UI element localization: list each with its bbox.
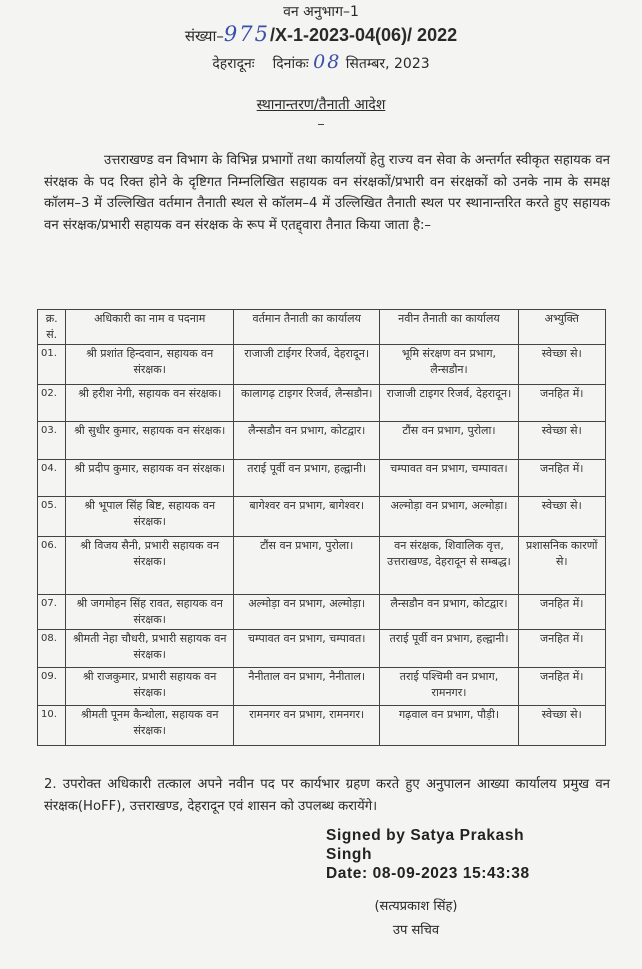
cell-remarks: जनहित में। bbox=[518, 385, 606, 422]
signed-by-line-1: Signed by Satya Prakash bbox=[326, 827, 525, 844]
cell-new-posting: राजाजी टाइगर रिजर्व, देहरादून। bbox=[380, 385, 518, 422]
place: देहरादूनः bbox=[212, 56, 255, 72]
cell-officer-name: श्री प्रदीप कुमार, सहायक वन संरक्षक। bbox=[66, 460, 234, 497]
reference-number-line bbox=[0, 22, 642, 46]
order-title: स्थानान्तरण/तैनाती आदेश bbox=[256, 97, 386, 113]
cell-remarks: स्वेच्छा से। bbox=[518, 706, 606, 746]
cell-serial: 08. bbox=[38, 630, 66, 668]
signatory-name: (सत्यप्रकाश सिंह) bbox=[374, 899, 458, 914]
cell-serial: 03. bbox=[38, 422, 66, 460]
cell-current-posting: राजाजी टाईगर रिजर्व, देहरादून। bbox=[233, 345, 379, 385]
cell-new-posting: तराई पश्चिमी वन प्रभाग, रामनगर। bbox=[380, 668, 518, 706]
table-row bbox=[38, 422, 606, 460]
cell-serial: 10. bbox=[38, 706, 66, 746]
cell-current-posting: चम्पावत वन प्रभाग, चम्पावत। bbox=[233, 630, 379, 668]
cell-new-posting: चम्पावत वन प्रभाग, चम्पावत। bbox=[380, 460, 518, 497]
order-paragraph-1: उत्तराखण्ड वन विभाग के विभिन्न प्रभागों तथा कार्यालयों हेतु राज्य वन सेवा के अन्तर्गत स्वीकृत सहायक वन संरक्षक के पद रिक्त होने के दृष्टिगत निम्नलिखित सहायक वन संरक्षकों/प्रभारी वन संरक्षकों को उनके नाम के समक्ष कॉलम–3 में उल्लिखित वर्तमान तैनाती स्थल से कॉलम–4 में उल्लिखित तैनाती स्थल पर स्थानान्तरित करते हुए सहायक वन संरक्षक/प्रभारी सहायक वन संरक्षक के रूप में एतद्द्वारा तैनात किया जाता है:– bbox=[44, 153, 610, 233]
table-row bbox=[38, 537, 606, 595]
table-row bbox=[38, 668, 606, 706]
table-row bbox=[38, 497, 606, 537]
table-header-row bbox=[38, 310, 606, 345]
title-dash bbox=[318, 124, 324, 125]
cell-serial: 01. bbox=[38, 345, 66, 385]
cell-officer-name: श्री विजय सैनी, प्रभारी सहायक वन संरक्षक। bbox=[66, 537, 234, 595]
cell-current-posting: बागेश्वर वन प्रभाग, बागेश्वर। bbox=[233, 497, 379, 537]
cell-serial: 04. bbox=[38, 460, 66, 497]
transfer-table bbox=[37, 309, 606, 746]
cell-remarks: जनहित में। bbox=[518, 595, 606, 630]
cell-new-posting: अल्मोड़ा वन प्रभाग, अल्मोड़ा। bbox=[380, 497, 518, 537]
signed-by-line-2: Singh bbox=[326, 846, 373, 863]
order-paragraph-2: 2. उपरोक्त अधिकारी तत्काल अपने नवीन पद पर कार्यभार ग्रहण करते हुए अनुपालन आख्या कार्यालय प्रमुख वन संरक्षक(HoFF), उत्तराखण्ड, देहरादून एवं शासन को उपलब्ध करायेंगे। bbox=[44, 777, 610, 814]
cell-remarks: स्वेच्छा से। bbox=[518, 497, 606, 537]
cell-officer-name: श्री प्रशांत हिन्दवान, सहायक वन संरक्षक। bbox=[66, 345, 234, 385]
table-row bbox=[38, 385, 606, 422]
digital-signature-block bbox=[326, 826, 530, 883]
cell-current-posting: नैनीताल वन प्रभाग, नैनीताल। bbox=[233, 668, 379, 706]
cell-current-posting: टौंस वन प्रभाग, पुरोला। bbox=[233, 537, 379, 595]
cell-current-posting: रामनगर वन प्रभाग, रामनगर। bbox=[233, 706, 379, 746]
cell-remarks: जनहित में। bbox=[518, 630, 606, 668]
number-label: संख्या– bbox=[184, 27, 224, 45]
table-row bbox=[38, 595, 606, 630]
handwritten-number: 975 bbox=[223, 22, 270, 46]
cell-current-posting: लैन्सडौन वन प्रभाग, कोटद्वार। bbox=[233, 422, 379, 460]
cell-officer-name: श्री जगमोहन सिंह रावत, सहायक वन संरक्षक। bbox=[66, 595, 234, 630]
table-row bbox=[38, 630, 606, 668]
cell-new-posting: वन संरक्षक, शिवालिक वृत्त, उत्तराखण्ड, देहरादून से सम्बद्ध। bbox=[380, 537, 518, 595]
header-remarks: अभ्युक्ति bbox=[518, 310, 606, 345]
cell-current-posting: कालागढ़ टाइगर रिजर्व, लैन्सडौन। bbox=[233, 385, 379, 422]
cell-serial: 07. bbox=[38, 595, 66, 630]
header-current-posting: वर्तमान तैनाती का कार्यालय bbox=[233, 310, 379, 345]
header-serial: क्र. सं. bbox=[38, 310, 66, 345]
cell-remarks: स्वेच्छा से। bbox=[518, 422, 606, 460]
cell-remarks: जनहित में। bbox=[518, 460, 606, 497]
cell-new-posting: गढ़वाल वन प्रभाग, पौड़ी। bbox=[380, 706, 518, 746]
place-date-line bbox=[0, 51, 642, 73]
cell-current-posting: अल्मोड़ा वन प्रभाग, अल्मोड़ा। bbox=[233, 595, 379, 630]
cell-serial: 09. bbox=[38, 668, 66, 706]
table-row bbox=[38, 460, 606, 497]
signatory-designation: उप सचिव bbox=[392, 923, 440, 938]
date-label: दिनांकः bbox=[272, 56, 309, 72]
handwritten-date-day: 08 bbox=[313, 51, 342, 73]
cell-serial: 05. bbox=[38, 497, 66, 537]
cell-officer-name: श्रीमती पूनम कैन्थोला, सहायक वन संरक्षक। bbox=[66, 706, 234, 746]
cell-remarks: जनहित में। bbox=[518, 668, 606, 706]
header-officer-name: अधिकारी का नाम व पदनाम bbox=[66, 310, 234, 345]
cell-new-posting: टौंस वन प्रभाग, पुरोला। bbox=[380, 422, 518, 460]
signature-date: Date: 08-09-2023 15:43:38 bbox=[326, 865, 530, 882]
cell-remarks: स्वेच्छा से। bbox=[518, 345, 606, 385]
department-name: वन अनुभाग–1 bbox=[283, 4, 359, 20]
table-row bbox=[38, 345, 606, 385]
cell-serial: 06. bbox=[38, 537, 66, 595]
cell-current-posting: तराई पूर्वी वन प्रभाग, हल्द्वानी। bbox=[233, 460, 379, 497]
table-row bbox=[38, 706, 606, 746]
date-month-year: सितम्बर, 2023 bbox=[345, 56, 430, 72]
reference-code: /X-1-2023-04(06)/ 2022 bbox=[269, 25, 458, 45]
cell-officer-name: श्रीमती नेहा चौधरी, प्रभारी सहायक वन संरक्षक। bbox=[66, 630, 234, 668]
cell-officer-name: श्री सुधीर कुमार, सहायक वन संरक्षक। bbox=[66, 422, 234, 460]
cell-new-posting: तराई पूर्वी वन प्रभाग, हल्द्वानी। bbox=[380, 630, 518, 668]
cell-new-posting: लैन्सडौन वन प्रभाग, कोटद्वार। bbox=[380, 595, 518, 630]
cell-serial: 02. bbox=[38, 385, 66, 422]
header-new-posting: नवीन तैनाती का कार्यालय bbox=[380, 310, 518, 345]
cell-remarks: प्रशासनिक कारणों से। bbox=[518, 537, 606, 595]
cell-officer-name: श्री भूपाल सिंह बिष्ट, सहायक वन संरक्षक। bbox=[66, 497, 234, 537]
cell-new-posting: भूमि संरक्षण वन प्रभाग, लैन्सडौन। bbox=[380, 345, 518, 385]
cell-officer-name: श्री राजकुमार, प्रभारी सहायक वन संरक्षक। bbox=[66, 668, 234, 706]
cell-officer-name: श्री हरीश नेगी, सहायक वन संरक्षक। bbox=[66, 385, 234, 422]
